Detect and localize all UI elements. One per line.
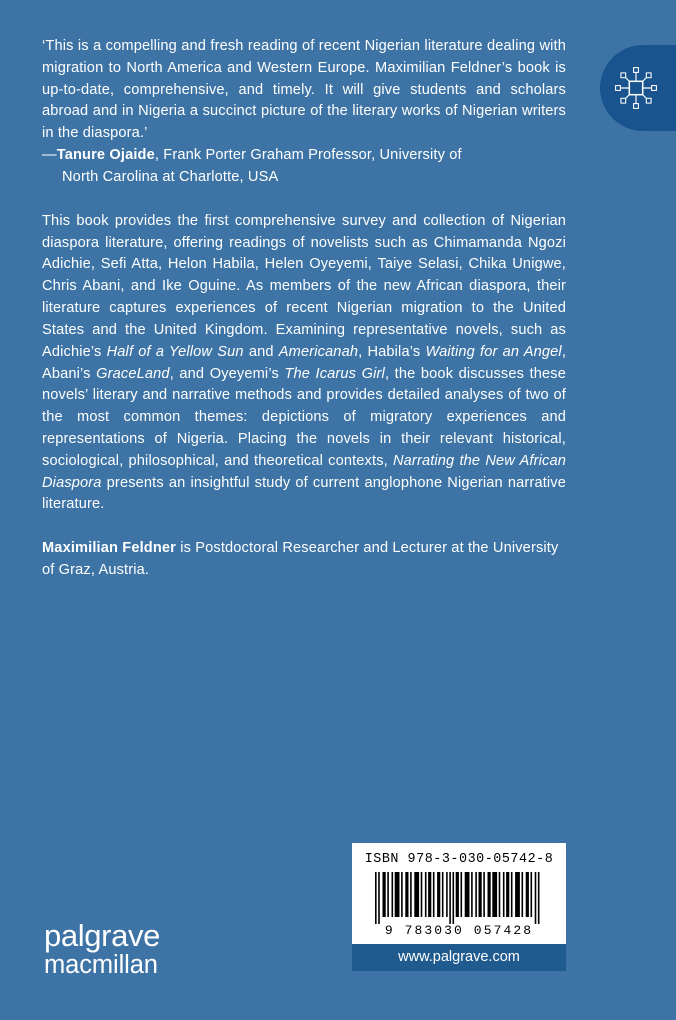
author-name: Maximilian Feldner xyxy=(42,540,177,557)
ean13-barcode-icon xyxy=(367,872,552,924)
author-bio-text: is Postdoctoral Researcher and Lecturer at the University of Graz, Austria. xyxy=(42,540,559,579)
palgrave-spokes-emblem-icon xyxy=(613,65,663,111)
barcode-panel xyxy=(352,843,566,944)
blurb-segment-4: , Abani’s xyxy=(42,343,567,382)
book-title-graceland: GraceLand xyxy=(96,365,170,382)
book-title-waiting-for-an-angel: Waiting for an Angel xyxy=(425,343,562,360)
blurb-segment-3: , Habila’s xyxy=(358,343,426,360)
blurb-segment-6: , the book discusses these novels’ literary and narrative methods and provides detailed analyses of two of the most common themes: depictions of migratory experiences and representations of Nigeria. Placing the novels in their relevant historical, sociological, philosophical, and theoretical contexts, xyxy=(42,365,566,469)
isbn-barcode-block xyxy=(352,843,566,971)
book-title-half-of-a-yellow-sun: Half of a Yellow Sun xyxy=(106,343,244,360)
publisher-logo xyxy=(44,917,160,980)
author-bio xyxy=(42,538,566,582)
attribution-name: Tanure Ojaide xyxy=(56,147,155,164)
book-title-americanah: Americanah xyxy=(278,343,359,360)
barcode-digits: 9 783030 057428 xyxy=(384,923,534,938)
endorsement-attribution xyxy=(42,145,566,189)
isbn-label: ISBN 978-3-030-05742-8 xyxy=(364,852,554,867)
book-title-the-icarus-girl: The Icarus Girl xyxy=(284,365,385,382)
attribution-dash: — xyxy=(42,147,57,164)
blurb-segment-1: This book provides the first comprehensive survey and collection of Nigerian diaspora literature, offering readings of novelists such as Chimamanda Ngozi Adichie, Sefi Atta, Helon Habila, Helen Oyeyemi, Taiye Selasi, Chika Unigwe, Chris Abani, and Ike Oguine. As members of the new African diaspora, their literature captures experiences of recent Nigerian migration to the United States and the United Kingdom. Examining representative novels, such as Adichie’s xyxy=(42,212,566,360)
attribution-role: , Frank Porter Graham Professor, University of xyxy=(154,147,462,164)
palgrave-brand-badge xyxy=(600,45,676,131)
attribution-line-two: North Carolina at Charlotte, USA xyxy=(62,168,279,185)
publisher-logo-secondary: macmillan xyxy=(44,951,158,980)
blurb-segment-7: presents an insightful study of current anglophone Nigerian narrative literature. xyxy=(42,474,566,513)
book-description xyxy=(42,211,566,516)
blurb-segment-5: , and Oyeyemi’s xyxy=(169,365,285,382)
publisher-logo-primary: palgrave xyxy=(44,917,160,953)
blurb-segment-2: and xyxy=(243,343,279,360)
endorsement-quote: ‘This is a compelling and fresh reading of recent Nigerian literature dealing with migration to North America and Western Europe. Maximilian Feldner’s book is up-to-date, comprehensive, and timely. It will give students and scholars abroad and in Nigeria a succinct picture of the literary works of Nigerian writers in the diaspora.’ xyxy=(42,38,566,142)
publisher-url[interactable]: www.palgrave.com xyxy=(352,944,566,971)
cover-text-column xyxy=(42,36,566,582)
book-title-narrating-the-new-african-diaspora: Narrating the New African Diaspora xyxy=(42,452,566,491)
